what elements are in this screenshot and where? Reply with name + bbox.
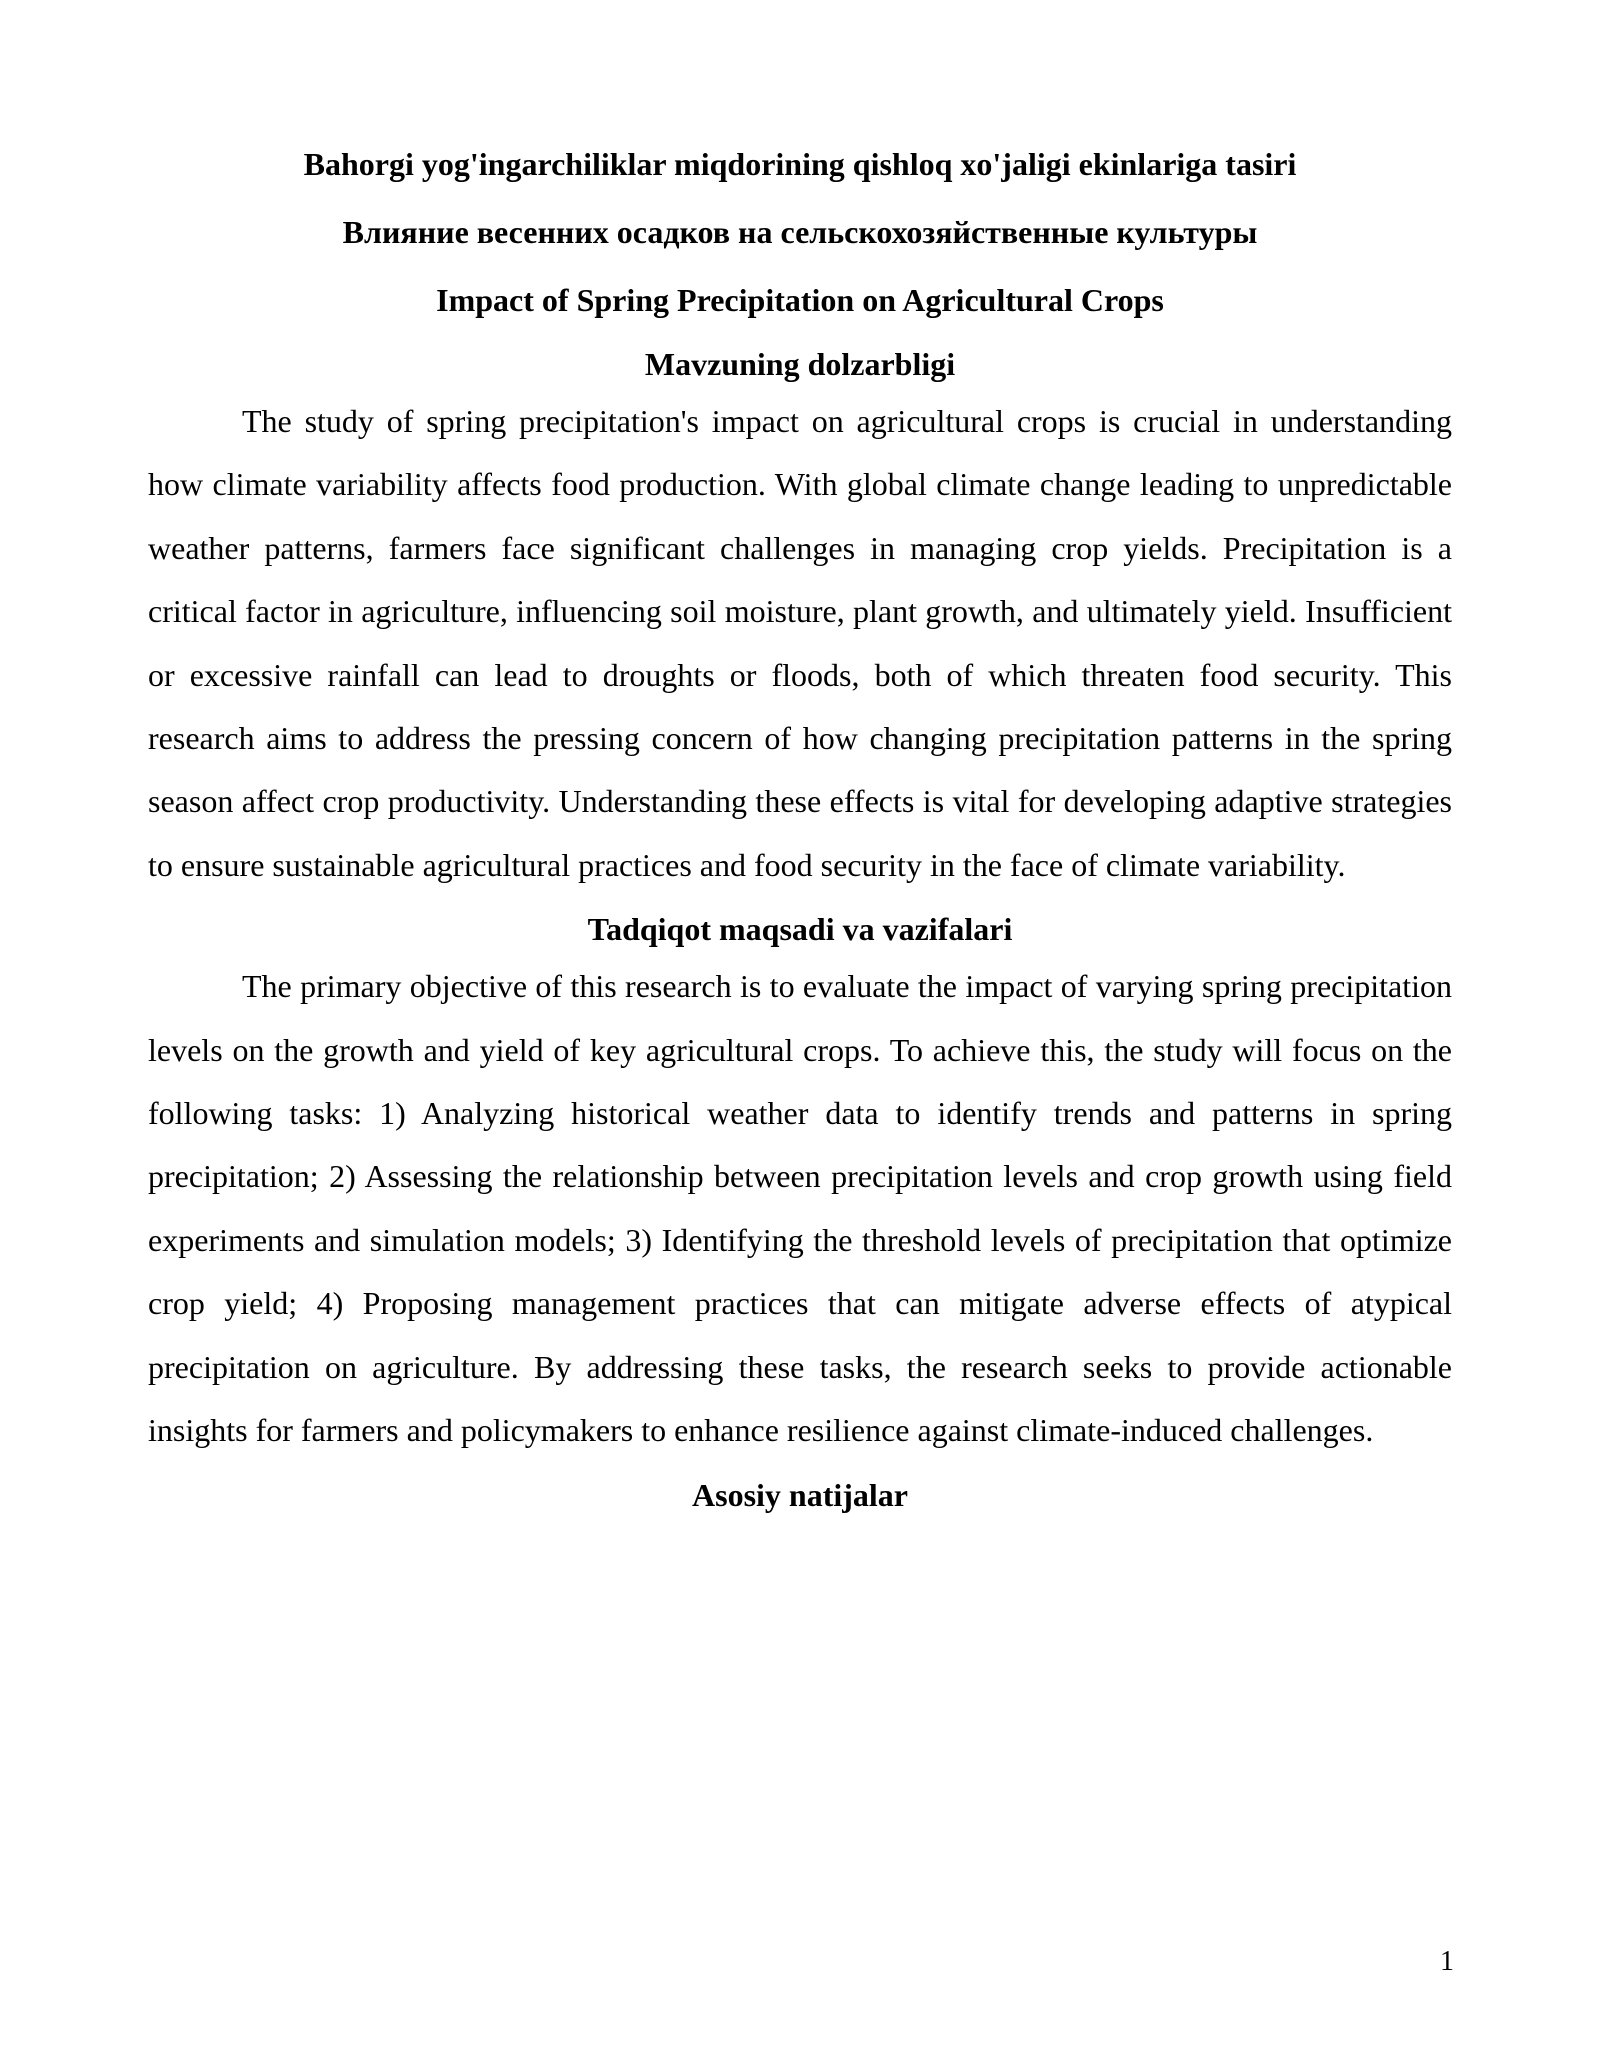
title-uzbek: Bahorgi yog'ingarchiliklar miqdorining qishloq xo'jaligi ekinlariga tasiri — [303, 146, 1297, 182]
paragraph-relevance: The study of spring precipitation's impact on agricultural crops is crucial in understanding how climate variability affects food production. With global climate change leading to unpredictable weather patterns, farmers face significant challenges in managing crop yields. Precipitation is a critical factor in agriculture, influencing soil moisture, plant growth, and ultimately yield. Insufficient or excessive rainfall can lead to droughts or floods, both of which threaten food security. This research aims to address the pressing concern of how changing precipitation patterns in the spring season affect crop productivity. Understanding these effects is vital for developing adaptive strategies to ensure sustainable agricultural practices and food security in the face of climate variability. — [148, 403, 1452, 883]
title-russian: Влияние весенних осадков на сельскохозяйственные культуры — [342, 214, 1258, 250]
section-heading-results: Asosiy natijalar — [692, 1476, 908, 1513]
paragraph-objectives: The primary objective of this research is to evaluate the impact of varying spring precipitation levels on the growth and yield of key agricultural crops. To achieve this, the study will focus on the following tasks: 1) Analyzing historical weather data to identify trends and patterns in spring precipitation; 2) Assessing the relationship between precipitation levels and crop growth using field experiments and simulation models; 3) Identifying the threshold levels of precipitation that optimize crop yield; 4) Proposing management practices that can mitigate adverse effects of atypical precipitation on agriculture. By addressing these tasks, the research seeks to provide actionable insights for farmers and policymakers to enhance resilience against climate-induced challenges. — [148, 968, 1452, 1449]
section-heading-relevance: Mavzuning dolzarbligi — [644, 346, 956, 382]
section-heading-objectives: Tadqiqot maqsadi va vazifalari — [587, 911, 1013, 948]
page-number: 1 — [1440, 1946, 1454, 1977]
title-english: Impact of Spring Precipitation on Agricultural Crops — [436, 282, 1164, 318]
document-page — [148, 130, 1452, 1515]
